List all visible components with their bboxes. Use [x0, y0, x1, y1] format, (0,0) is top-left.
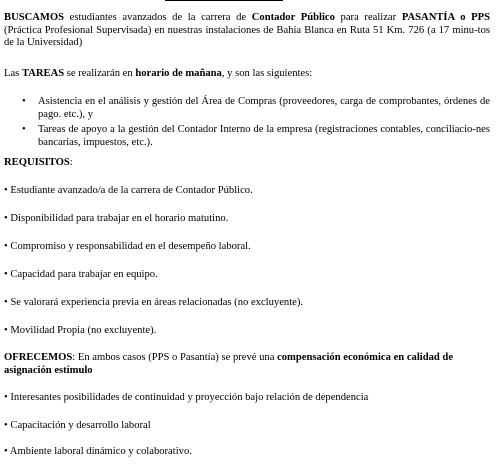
buscamos-label: BUSCAMOS [4, 12, 65, 23]
tareas-text: se realizarán en [64, 68, 136, 79]
top-divider [165, 0, 283, 1]
tareas-list [22, 96, 490, 152]
compensacion-label: compensación económica en calidad de asignación estímulo [4, 352, 454, 376]
requisito-text: Disponibilidad para trabajar en el horario matutino. [10, 213, 229, 224]
horario-label: horario de mañana [135, 68, 222, 79]
ofrecemos-paragraph [4, 352, 490, 377]
bullet-icon: • [4, 325, 8, 336]
intro-text: para realizar [334, 12, 402, 23]
ofrecemos-text: : En ambos casos (PPS o Pasantía) se prevé una [72, 352, 278, 363]
tareas-label: TAREAS [21, 68, 65, 79]
intro-paragraph [4, 12, 490, 50]
requisito-item [4, 185, 490, 198]
list-item [22, 124, 490, 149]
requisito-item [4, 297, 490, 310]
bullet-icon: • [4, 297, 8, 308]
requisito-item [4, 325, 490, 338]
requisito-text: Movilidad Propia (no excluyente). [10, 325, 157, 336]
bullet-icon: • [4, 241, 8, 252]
pasantia-label: PASANTÍA o PPS [401, 12, 491, 23]
ofrecemos-item [4, 420, 490, 433]
ofrecemos-item [4, 446, 490, 459]
list-item-text: Asistencia en el análisis y gestión del Área de Compras (proveedores, carga de comprobantes, órdenes de pago. etc.), y [38, 96, 490, 120]
ofrecemos-item-text: Interesantes posibilidades de continuidad y proyección bajo relación de dependencia [10, 392, 369, 403]
tareas-text: Las [4, 68, 22, 79]
requisito-text: Se valorará experiencia previa en áreas relacionadas (no excluyente). [10, 297, 304, 308]
requisito-text: Estudiante avanzado/a de la carrera de Contador Público. [10, 185, 253, 196]
ofrecemos-item [4, 392, 490, 405]
requisitos-title: REQUISITOS [4, 157, 70, 168]
tareas-paragraph [4, 68, 490, 81]
requisitos-heading [4, 157, 490, 170]
list-item-text: Tareas de apoyo a la gestión del Contador Interno de la empresa (registraciones contables, conciliacio-nes bancarias, impuestos, etc.). [38, 124, 490, 148]
intro-text: estudiantes avanzados de la carrera de [64, 12, 252, 23]
ofrecemos-item-text: Ambiente laboral dinámico y colaborativo. [9, 446, 192, 457]
contador-label: Contador Público [251, 12, 335, 23]
bullet-icon: • [4, 446, 8, 457]
requisito-item [4, 241, 490, 254]
list-item [22, 96, 490, 121]
ofrecemos-item-text: Capacitación y desarrollo laboral [10, 420, 151, 431]
requisito-text: Compromiso y responsabilidad en el desempeño laboral. [10, 241, 251, 252]
requisitos-colon: : [69, 157, 73, 168]
bullet-icon: • [22, 124, 26, 136]
requisito-item [4, 269, 490, 282]
requisito-item [4, 213, 490, 226]
tareas-text: , y son las siguientes: [221, 68, 313, 79]
bullet-icon: • [4, 392, 8, 403]
bullet-icon: • [4, 420, 8, 431]
bullet-icon: • [4, 185, 8, 196]
bullet-icon: • [22, 96, 26, 107]
bullet-icon: • [4, 213, 8, 224]
ofrecemos-title: OFRECEMOS [4, 352, 73, 363]
intro-text: (Práctica Profesional Supervisada) en nuestras instalaciones de Bahía Blanca en Ruta 51 Km. 726 (a 17 minu-tos de la Universidad) [4, 24, 490, 49]
requisito-text: Capacidad para trabajar en equipo. [10, 269, 158, 280]
bullet-icon: • [4, 269, 8, 280]
